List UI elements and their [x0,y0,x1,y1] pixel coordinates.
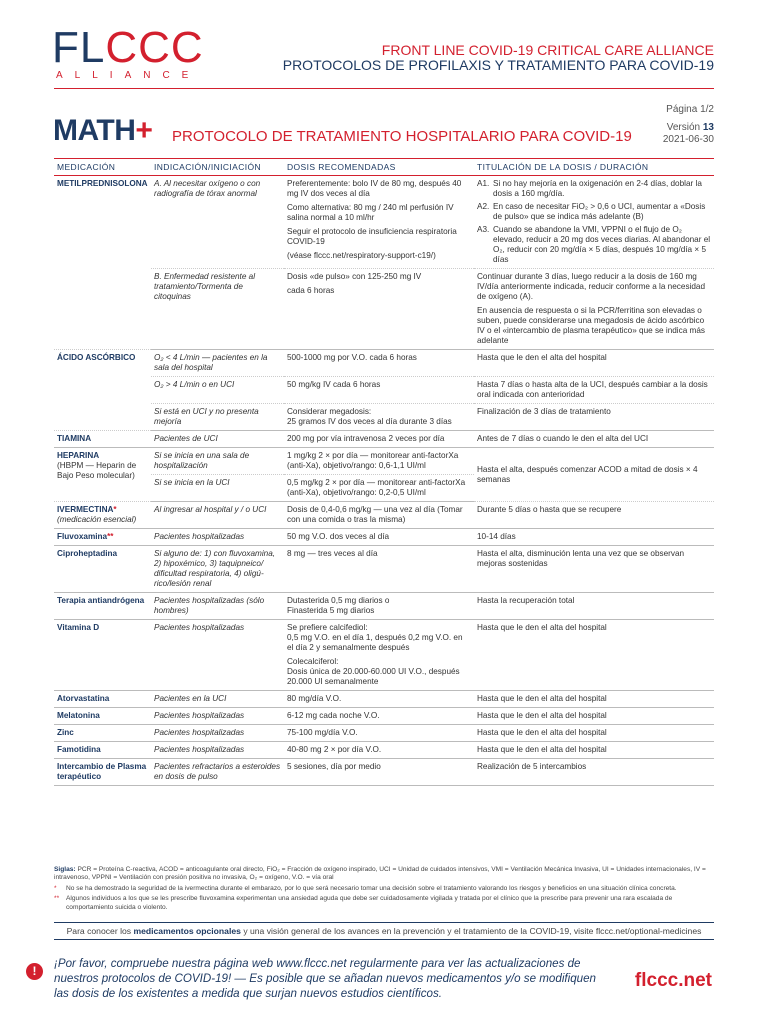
indication-cell: Pacientes refractarios a esteroides en dosis de pulso [151,759,284,786]
med-name: IVERMECTINA [57,505,114,514]
dose-line: Dosis «de pulso» con 125-250 mg IV [287,272,422,281]
indication-cell: Al ingresar al hospital y / o UCI [151,502,284,529]
table-row [54,529,714,546]
table-header-row [54,159,714,176]
titration-cell: Hasta que le den el alta del hospital [474,708,714,725]
indication-cell: Pacientes hospitalizadas (sólo hombres) [151,593,284,620]
med-ciproheptadina: Ciproheptadina [54,546,151,593]
dose-line: Como alternativa: 80 mg / 240 ml perfusión IV salina normal a 10 ml/hr [287,203,454,222]
banner-text: Para conocer los [66,926,132,936]
med-zinc: Zinc [54,725,151,742]
header-divider [54,88,714,89]
version-block [663,122,714,146]
dose-line: Colecalciferol: [287,657,339,666]
titration-item [477,225,711,265]
indication-cell: Pacientes hospitalizadas [151,725,284,742]
titration-cell: 10-14 días [474,529,714,546]
med-heparina [54,448,151,502]
med-atorvastatina: Atorvastatina [54,691,151,708]
dose-cell [284,404,474,431]
col-header-indicacion: INDICACIÓN/INICIACIÓN [151,159,284,176]
dose-cell [284,269,474,350]
titration-cell: Finalización de 3 días de tratamiento [474,404,714,431]
website-link[interactable]: flccc.net [634,970,712,991]
footnote-item [54,885,714,893]
dose-line: Dutasterida 0,5 mg diarios o [287,596,390,605]
alert-icon: ! [26,963,43,980]
item-key: A1. [477,179,490,188]
dose-cell: 0,5 mg/kg 2 × por día — monitorear anti-factorXa (anti-Xa), objetivo/rango: 0,2-0,5 UI/ml [284,475,474,502]
dose-line: Se prefiere calcifediol: [287,623,368,632]
dose-cell: 40-80 mg 2 × por día V.O. [284,742,474,759]
med-name: Fluvoxamina [57,532,108,541]
dose-line: cada 6 horas [287,286,335,295]
med-tiamina: TIAMINA [54,431,151,448]
dose-cell: 6-12 mg cada noche V.O. [284,708,474,725]
titration-cell: Hasta la recuperación total [474,593,714,620]
table-row [54,350,714,377]
indication-cell: Pacientes en la UCI [151,691,284,708]
table-row [54,742,714,759]
med-subtitle: (medicación esencial) [57,515,137,524]
titration-cell: Realización de 5 intercambios [474,759,714,786]
version-date: 2021-06-30 [662,134,714,145]
med-ivermectina [54,502,151,529]
titration-cell: Durante 5 días o hasta que se recupere [474,502,714,529]
dose-line: Preferentemente: bolo IV de 80 mg, después 40 mg IV dos veces al día [287,179,462,198]
table-row [54,448,714,475]
col-header-titulacion: TITULACIÓN DE LA DOSIS / DURACIÓN [474,159,714,176]
titration-cell [474,269,714,350]
logo-text-a: FL [52,23,106,72]
dose-line: Dosis única de 20.000-60.000 UI V.O., después 20.000 UI semanalmente [287,667,460,686]
med-terapia-antiandrogena: Terapia antiandrógena [54,593,151,620]
dose-cell: 80 mg/día V.O. [284,691,474,708]
titration-line: Continuar durante 3 días, luego reducir a la dosis de 160 mg IV/día anteriormente indicada, reducir conforme a la necesidad de oxígeno (A). [477,272,706,301]
dose-cell: 500-1000 mg por V.O. cada 6 horas [284,350,474,377]
titration-item [477,202,711,222]
titration-cell: Hasta que le den el alta del hospital [474,620,714,691]
col-header-dosis: DOSIS RECOMENDADAS [284,159,474,176]
item-text: Si no hay mejoría en la oxigenación en 2-4 días, doblar la dosis a 160 mg/día. [493,179,702,198]
dose-cell: 50 mg/kg IV cada 6 horas [284,377,474,404]
med-melatonina: Melatonina [54,708,151,725]
med-subtitle: (HBPM — Heparin de Bajo Peso molecular) [57,461,137,480]
titration-cell: Antes de 7 días o cuando le den el alta del UCI [474,431,714,448]
footnote-item [54,895,714,912]
footnote-text: No se ha demostrado la seguridad de la ivermectina durante el embarazo, por lo que será necesario tomar una decisión sobre el tratamiento valorando los riesgos y beneficios en una situación clínica concreta. [66,884,677,892]
org-name: FRONT LINE COVID-19 CRITICAL CARE ALLIANCE [381,42,714,58]
table-row [54,691,714,708]
footnote-mark: ** [54,895,60,903]
indication-cell: Pacientes de UCI [151,431,284,448]
titration-cell: Hasta que le den el alta del hospital [474,725,714,742]
table-row [54,593,714,620]
abbreviations [54,866,714,883]
dose-line: 0,5 mg V.O. en el día 1, después 0,2 mg V.O. en el día 2 y semanalmente después [287,633,463,652]
dose-line: Finasterida 5 mg diarios [287,606,375,615]
indication-cell: Pacientes hospitalizadas [151,620,284,691]
optional-medicines-banner [54,922,714,940]
flccc-logo [52,23,204,72]
dose-line: Seguir el protocolo de insuficiencia respiratoria COVID-19 [287,227,457,246]
indication-cell: Pacientes hospitalizadas [151,742,284,759]
table-row [54,431,714,448]
titration-cell: Hasta que le den el alta del hospital [474,742,714,759]
dose-cell: Dosis de 0,4-0,6 mg/kg — una vez al día (Tomar con una comida o tras la misma) [284,502,474,529]
org-subtitle: PROTOCOLOS DE PROFILAXIS Y TRATAMIENTO PARA COVID-19 [282,57,714,73]
version-label: Versión [666,122,701,133]
dose-cell: 1 mg/kg 2 × por día — monitorear anti-factorXa (anti-Xa), objetivo/rango: 0,6-1,1 UI/ml [284,448,474,475]
table-row [54,377,714,404]
titration-cell: Hasta 7 días o hasta alta de la UCI, después cambiar a la dosis oral indicada con anterioridad [474,377,714,404]
med-metilprednisolona: METILPREDNISOLONA [54,176,151,350]
page-title: PROTOCOLO DE TRATAMIENTO HOSPITALARIO PARA COVID-19 [172,128,632,145]
titration-cell: Hasta el alta, después comenzar ACOD a mitad de dosis × 4 semanas [474,448,714,502]
table-row [54,725,714,742]
logo-alliance: ALLIANCE [56,70,201,81]
math-plus: + [135,114,153,147]
titration-cell [474,176,714,269]
titration-cell: Hasta que le den el alta del hospital [474,691,714,708]
titration-item [477,179,711,199]
indication-cell: O₂ > 4 L/min o en UCI [151,377,284,404]
dose-link[interactable]: (véase flccc.net/respiratory-support-c19/) [287,251,436,260]
table-row [54,269,714,350]
abbreviations-label: Siglas: [54,866,76,873]
indication-cell: Si se inicia en una sala de hospitalización [151,448,284,475]
dose-line: Considerar megadosis: [287,407,372,416]
table-row [54,546,714,593]
footnote-text: Algunos individuos a los que se les prescribe fluvoxamina experimentan una ansiedad aguda que debe ser cuidadosamente vigilada y tratada por el clínico que la prescribe para prevenir una rara escalada de comportamiento suicida o violento. [66,895,673,911]
table-row [54,620,714,691]
version-number: 13 [702,122,714,133]
med-vitamina-d: Vitamina D [54,620,151,691]
dose-cell: 50 mg V.O. dos veces al día [284,529,474,546]
footnote-mark: * [54,884,57,892]
indication-cell: Pacientes hospitalizadas [151,708,284,725]
logo-text-b: CCC [105,23,204,72]
page-label: Página 1/2 [666,104,714,115]
item-text: Cuando se abandone la VMI, VPPNI o el flujo de O₂ elevado, reducir a 20 mg dos veces diarias. Al abandonar el O₂, reducir con 20 mg/día × 5 días, después 10 mg/día × 5 días [493,225,711,264]
med-acido-ascorbico: ÁCIDO ASCÓRBICO [54,350,151,431]
titration-cell: Hasta que le den el alta del hospital [474,350,714,377]
indication-cell: Si alguno de: 1) con fluvoxamina, 2) hipoxémico, 3) taquipneico/ dificultad respiratoria, 4) oligú-rico/lesión renal [151,546,284,593]
item-key: A3. [477,225,490,234]
col-header-medicacion: MEDICACIÓN [54,159,151,176]
indication-cell: Si está en UCI y no presenta mejoría [151,404,284,431]
indication-cell: B. Enfermedad resistente al tratamiento/Tormenta de citoquinas [151,269,284,350]
table-row [54,708,714,725]
med-name: HEPARINA [57,451,100,460]
med-famotidina: Famotidina [54,742,151,759]
indication-cell: A. Al necesitar oxígeno o con radiografía de tórax anormal [151,176,284,269]
dose-cell: 5 sesiones, día por medio [284,759,474,786]
titration-cell: Hasta el alta, disminución lenta una vez que se observan mejoras sostenidas [474,546,714,593]
footnote-mark: * [113,505,117,514]
indication-cell: O₂ < 4 L/min — pacientes en la sala del hospital [151,350,284,377]
table-row [54,502,714,529]
medication-table [54,158,714,786]
abbreviations-text: PCR = Proteína C-reactiva, ACOD = anticoagulante oral directo, FiO₂ = Fracción de oxígeno inspirado, UCI = Unidad de cuidados intensivos, VMI = Ventilación Mecánica Invasiva, UI = Unidades internacionales, IV = intravenoso, VPPNI = Ventilación con presión positiva no invasiva, O₂ = oxígeno, V.O. = vía oral [54,866,706,882]
indication-cell: Pacientes hospitalizadas [151,529,284,546]
footnote-mark: ** [107,532,114,541]
dose-cell: 8 mg — tres veces al día [284,546,474,593]
math-word: MATH [53,114,136,147]
dose-line: 25 gramos IV dos veces al día durante 3 días [287,417,452,426]
indication-cell: Si se inicia en la UCI [151,475,284,502]
update-notice: ¡Por favor, compruebe nuestra página web www.flccc.net regularmente para ver las actualizaciones de nuestros protocolos de COVID-19! — Es posible que se añadan nuevos medicamentos y/o se modifiquen las dosis de los existentes a medida que surjan nuevos estudios científicos. [54,957,596,1000]
dose-cell: 200 mg por vía intravenosa 2 veces por día [284,431,474,448]
banner-link-text[interactable]: y una visión general de los avances en la prevención y el tratamiento de la COVID-19, visite flccc.net/optional-medicines [243,926,702,936]
dose-cell [284,176,474,269]
med-intercambio-plasma: Intercambio de Plasma terapéutico [54,759,151,786]
item-key: A2. [477,202,490,211]
item-text: En caso de necesitar FiO₂ > 0,6 o UCI, aumentar a «Dosis de pulso» que se indica más adelante (B) [493,202,706,221]
table-row [54,759,714,786]
banner-bold: medicamentos opcionales [133,926,241,936]
dose-cell: 75-100 mg/día V.O. [284,725,474,742]
dose-cell [284,593,474,620]
dose-cell [284,620,474,691]
table-row [54,176,714,269]
math-logo [53,114,152,148]
titration-line: En ausencia de respuesta o si la PCR/ferritina son elevadas o suben, puede considerarse una megadosis de ácido ascórbico IV o el «intercambio de plasma terapéutico» que se indica más adelante [477,306,706,345]
footnotes [54,866,714,912]
table-row [54,404,714,431]
med-fluvoxamina [54,529,151,546]
